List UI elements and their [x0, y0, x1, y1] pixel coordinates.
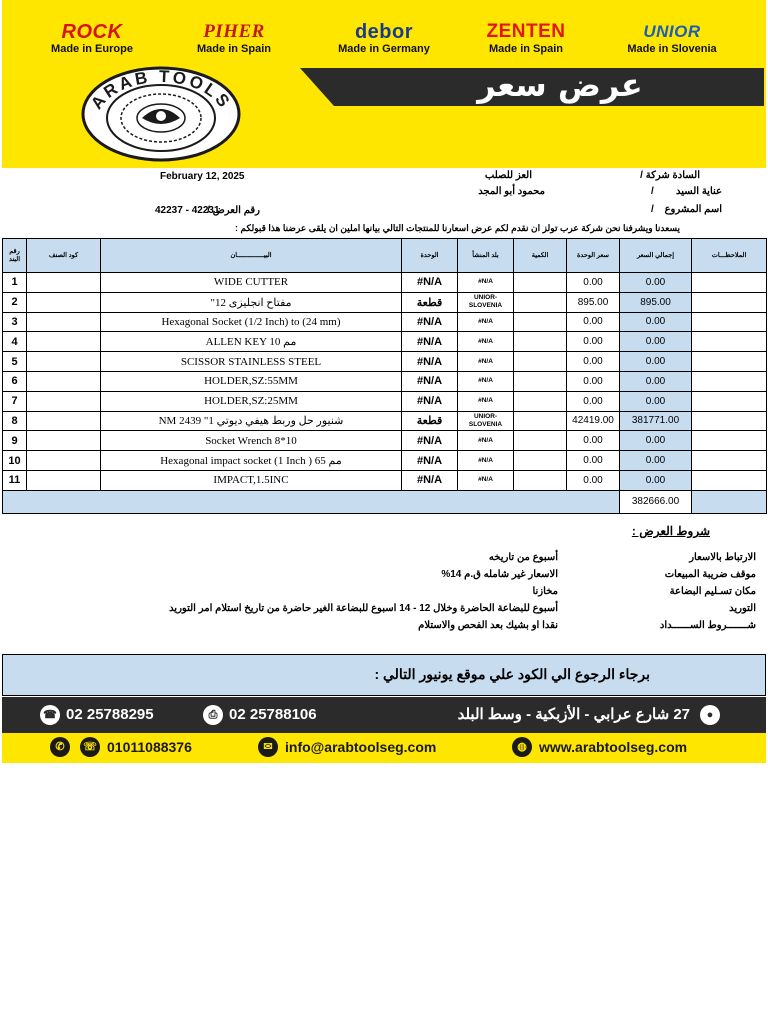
offer-date: February 12, 2025 — [160, 171, 245, 182]
cell-no: 8 — [3, 411, 27, 431]
cell-desc: ALLEN KEY 10 مم — [101, 332, 402, 352]
cell-notes — [692, 332, 767, 352]
project-slash: / — [651, 204, 654, 215]
offer-number-value: 42237 - 42231 — [155, 205, 220, 216]
cell-qty — [514, 431, 567, 451]
cell-unit: #N/A — [402, 312, 458, 332]
term-value: الاسعار غير شامله ق.م 14% — [441, 569, 558, 580]
brand-origin: Made in Slovenia — [627, 43, 717, 55]
cell-qty — [514, 391, 567, 411]
brand-name: ROCK — [61, 21, 123, 43]
cell-notes — [692, 371, 767, 391]
cell-price: 0.00 — [567, 273, 620, 293]
phone-icon: ☎ — [40, 705, 60, 725]
col-header-no: رقم البند — [3, 239, 27, 273]
table-row — [3, 391, 767, 411]
attention-value: محمود أبو المجد — [478, 186, 545, 197]
cell-unit: #N/A — [402, 451, 458, 471]
table-row — [3, 431, 767, 451]
cell-code — [27, 451, 101, 471]
cell-no: 7 — [3, 391, 27, 411]
cell-origin: #N/A — [458, 470, 514, 490]
cell-total: 381771.00 — [620, 411, 692, 431]
cell-notes — [692, 411, 767, 431]
cell-code — [27, 391, 101, 411]
cell-origin: #N/A — [458, 312, 514, 332]
cell-code — [27, 312, 101, 332]
cell-price: 0.00 — [567, 451, 620, 471]
brand-origin: Made in Spain — [197, 43, 271, 55]
cell-code — [27, 411, 101, 431]
cell-notes — [692, 352, 767, 372]
brand-origin: Made in Germany — [338, 43, 430, 55]
cell-code — [27, 292, 101, 312]
col-header-total: إجمالي السعر — [620, 239, 692, 273]
email-link[interactable]: info@arabtoolseg.com — [285, 739, 437, 755]
cell-no: 4 — [3, 332, 27, 352]
cell-code — [27, 332, 101, 352]
col-header-code: كود الصنف — [27, 239, 101, 273]
brand-name: debor — [354, 21, 414, 43]
grand-total-row — [3, 490, 767, 513]
term-label: موقف ضريبة المبيعات — [664, 569, 756, 580]
terms-title: شروط العرض : — [631, 524, 710, 538]
col-header-unit: الوحدة — [402, 239, 458, 273]
cell-qty — [514, 292, 567, 312]
col-header-origin: بلد المنشأ — [458, 239, 514, 273]
cell-desc: HOLDER,SZ:25MM — [101, 391, 402, 411]
company-value: العز للصلب — [484, 170, 532, 181]
term-label: الارتباط بالاسعار — [689, 552, 756, 563]
cell-unit: #N/A — [402, 391, 458, 411]
cell-qty — [514, 332, 567, 352]
attention-label: عناية السيد — [676, 186, 722, 197]
company-label: السادة شركة / — [640, 170, 700, 181]
location-icon: ● — [700, 705, 720, 725]
cell-price: 0.00 — [567, 312, 620, 332]
term-label: التوريد — [729, 603, 756, 614]
term-label: مكان تسـليم البضاعة — [669, 586, 756, 597]
cell-desc: SCISSOR STAINLESS STEEL — [101, 352, 402, 372]
term-value: أسبوع من تاريخه — [488, 552, 558, 563]
cell-desc: Socket Wrench 8*10 — [101, 431, 402, 451]
cell-origin: #N/A — [458, 451, 514, 471]
attention-slash: / — [651, 186, 654, 197]
cell-desc: شنيور حل وربط هيفي ديوتي 1" 2439 NM — [101, 411, 402, 431]
col-header-price: سعر الوحدة — [567, 239, 620, 273]
table-row — [3, 352, 767, 372]
cell-origin: UNIOR-SLOVENIA — [458, 292, 514, 312]
col-header-desc: البيــــــــــــــان — [101, 239, 402, 273]
brand-name: ZENTEN — [486, 21, 566, 42]
company-logo — [72, 60, 250, 164]
cell-unit: قطعة — [402, 292, 458, 312]
cell-qty — [514, 451, 567, 471]
cell-unit: #N/A — [402, 352, 458, 372]
table-row — [3, 273, 767, 293]
items-table — [2, 238, 767, 514]
fax-number: 02 25788106 — [229, 706, 317, 723]
cell-price: 0.00 — [567, 371, 620, 391]
cell-price: 0.00 — [567, 332, 620, 352]
term-label: شـــــــروط الســــــداد — [659, 620, 756, 631]
cell-no: 11 — [3, 470, 27, 490]
cell-unit: #N/A — [402, 332, 458, 352]
cell-code — [27, 431, 101, 451]
grand-total-notes — [692, 490, 767, 513]
intro-text: يسعدنا ويشرفنا نحن شركة عرب تولز ان نقدم لكم عرض اسعارنا للمنتجات التالي بيانها املين ان يلقى عرضنا هذا قبولكم : — [235, 223, 680, 233]
mobile-number[interactable]: 01011088376 — [107, 739, 192, 755]
cell-desc: Hexagonal Socket (1/2 Inch) to (24 mm) — [101, 312, 402, 332]
table-row — [3, 292, 767, 312]
cell-notes — [692, 470, 767, 490]
cell-code — [27, 371, 101, 391]
term-value: مخازنا — [532, 586, 558, 597]
cell-price: 42419.00 — [567, 411, 620, 431]
website-link[interactable]: www.arabtoolseg.com — [539, 739, 688, 755]
cell-desc: Hexagonal impact socket (1 Inch ) 65 مم — [101, 451, 402, 471]
cell-origin: #N/A — [458, 352, 514, 372]
offer-number-label: رقم العرض / — [207, 205, 260, 216]
title-band-notch — [300, 68, 334, 106]
cell-origin: UNIOR-SLOVENIA — [458, 411, 514, 431]
cell-desc: HOLDER,SZ:55MM — [101, 371, 402, 391]
cell-total: 0.00 — [620, 352, 692, 372]
term-value: نقدا او بشيك بعد الفحص والاستلام — [418, 620, 558, 631]
grand-total-spacer — [3, 490, 620, 513]
col-header-notes: الملاحظـــات — [692, 239, 767, 273]
cell-notes — [692, 451, 767, 471]
cell-no: 5 — [3, 352, 27, 372]
table-row — [3, 451, 767, 471]
cell-no: 10 — [3, 451, 27, 471]
mobile-icon: ☏ — [80, 737, 100, 757]
cell-price: 0.00 — [567, 431, 620, 451]
cell-total: 0.00 — [620, 371, 692, 391]
cell-origin: #N/A — [458, 332, 514, 352]
table-row — [3, 312, 767, 332]
cell-unit: #N/A — [402, 371, 458, 391]
cell-origin: #N/A — [458, 273, 514, 293]
cell-unit: #N/A — [402, 431, 458, 451]
cell-origin: #N/A — [458, 431, 514, 451]
cell-no: 1 — [3, 273, 27, 293]
cell-qty — [514, 371, 567, 391]
brand-name: UNIOR — [643, 22, 701, 41]
cell-qty — [514, 352, 567, 372]
cell-code — [27, 273, 101, 293]
table-row — [3, 411, 767, 431]
brand-zenten — [466, 22, 586, 55]
cell-total: 0.00 — [620, 273, 692, 293]
table-row — [3, 371, 767, 391]
brand-rock — [32, 22, 152, 55]
cell-origin: #N/A — [458, 391, 514, 411]
email-icon: ✉ — [258, 737, 278, 757]
cell-total: 0.00 — [620, 431, 692, 451]
project-label: اسم المشروع — [664, 204, 722, 215]
grand-total-value: 382666.00 — [620, 490, 692, 513]
cell-desc: WIDE CUTTER — [101, 273, 402, 293]
brand-strip — [2, 0, 766, 60]
cell-code — [27, 470, 101, 490]
table-row — [3, 470, 767, 490]
brand-origin: Made in Spain — [489, 43, 563, 55]
brand-unior — [612, 22, 732, 55]
cell-price: 895.00 — [567, 292, 620, 312]
cell-no: 3 — [3, 312, 27, 332]
cell-desc: IMPACT,1.5INC — [101, 470, 402, 490]
cell-unit: #N/A — [402, 273, 458, 293]
cell-price: 0.00 — [567, 470, 620, 490]
brand-debor — [324, 22, 444, 55]
cell-code — [27, 352, 101, 372]
cell-no: 2 — [3, 292, 27, 312]
cell-unit: #N/A — [402, 470, 458, 490]
brand-name: PIHER — [203, 21, 265, 42]
address: 27 شارع عرابي - الأزبكية - وسط البلد — [457, 706, 690, 723]
cell-qty — [514, 312, 567, 332]
cell-notes — [692, 431, 767, 451]
code-note: برجاء الرجوع الي الكود علي موقع يونيور التالي : — [374, 666, 650, 682]
cell-total: 0.00 — [620, 312, 692, 332]
cell-qty — [514, 411, 567, 431]
cell-total: 0.00 — [620, 451, 692, 471]
cell-no: 9 — [3, 431, 27, 451]
web-icon: ◍ — [512, 737, 532, 757]
whatsapp-icon: ✆ — [50, 737, 70, 757]
cell-price: 0.00 — [567, 352, 620, 372]
phone-number: 02 25788295 — [66, 706, 154, 723]
cell-qty — [514, 470, 567, 490]
cell-total: 0.00 — [620, 470, 692, 490]
cell-total: 895.00 — [620, 292, 692, 312]
brand-origin: Made in Europe — [51, 43, 133, 55]
brand-piher — [174, 22, 294, 55]
cell-notes — [692, 273, 767, 293]
cell-origin: #N/A — [458, 371, 514, 391]
cell-notes — [692, 292, 767, 312]
cell-notes — [692, 391, 767, 411]
cell-notes — [692, 312, 767, 332]
cell-unit: قطعة — [402, 411, 458, 431]
cell-desc: مفتاح انجليزى 12" — [101, 292, 402, 312]
table-row — [3, 332, 767, 352]
cell-total: 0.00 — [620, 332, 692, 352]
cell-price: 0.00 — [567, 391, 620, 411]
page-title: عرض سعر — [477, 66, 643, 104]
term-value: أسبوع للبضاعة الحاضرة وخلال 12 - 14 اسبوع للبضاعة الغير حاضرة من تاريخ استلام امر التوريد — [169, 603, 558, 614]
cell-total: 0.00 — [620, 391, 692, 411]
table-header-row — [3, 239, 767, 273]
cell-qty — [514, 273, 567, 293]
cell-no: 6 — [3, 371, 27, 391]
logo-text: ARAB TOOLS — [87, 66, 235, 113]
fax-icon: ⎙ — [203, 705, 223, 725]
col-header-qty: الكمية — [514, 239, 567, 273]
